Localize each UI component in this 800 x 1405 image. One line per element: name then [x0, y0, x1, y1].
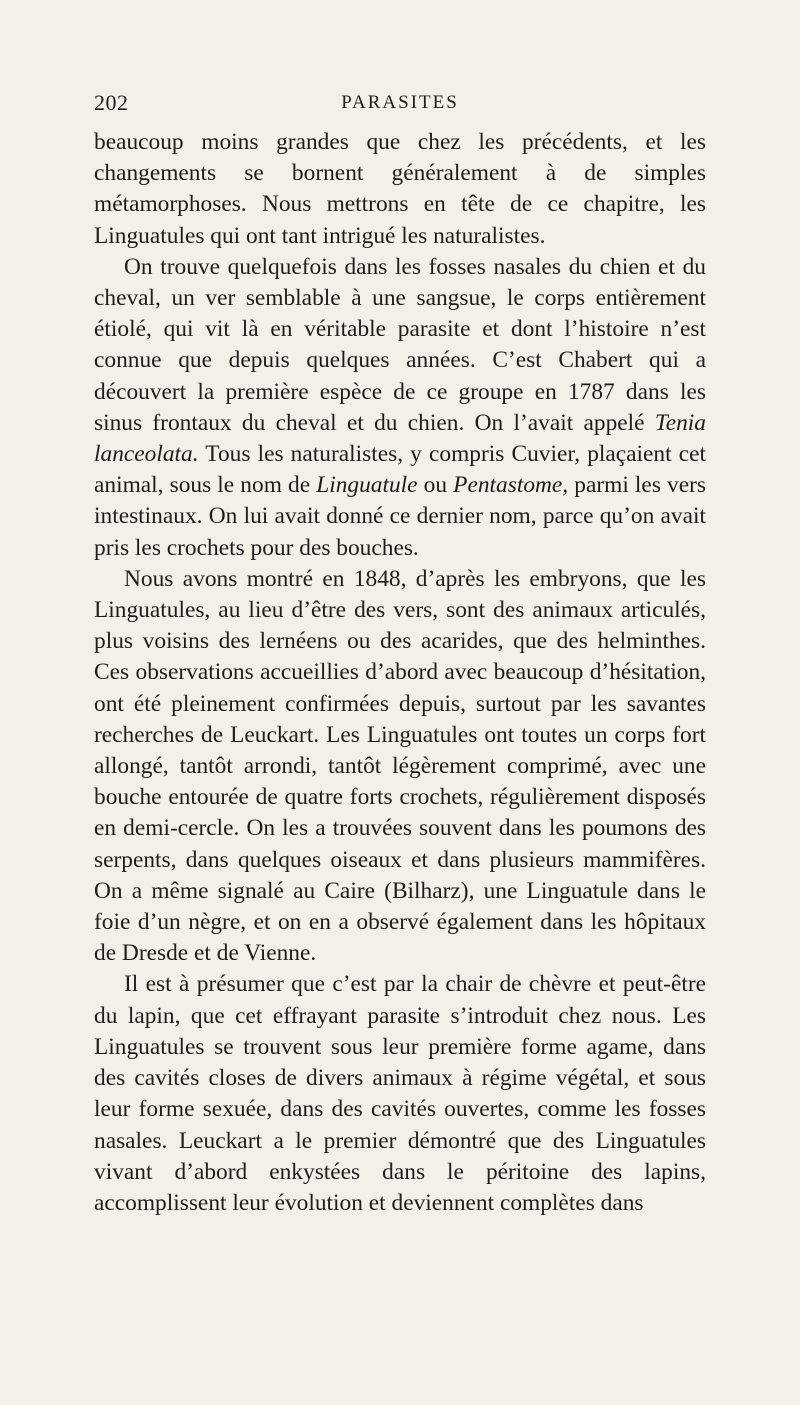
taxon-linguatule: Linguatule — [316, 472, 418, 499]
running-head — [94, 90, 706, 120]
paragraph-4: Il est à présumer que c’est par la chair de chèvre et peut-être du lapin, que cet effrayant parasite s’introduit chez nous. Les Linguatules se trouvent sous leur première forme agame, dans des cavités closes de divers animaux à régime végétal, et sous leur forme sexuée, dans des cavités ouvertes, comme les fosses nasales. Leuckart a le premier démontré que des Linguatules vivant d’abord enkystées dans le péritoine des lapins, accomplissent leur évolution et deviennent complètes dans — [94, 971, 706, 1216]
paragraph-2-part-d: parmi les vers intestinaux. On lui avait donné ce dernier nom, parce qu’on avait pris les crochets pour des bouches. — [94, 472, 706, 561]
paragraph-1: beaucoup moins grandes que chez les précédents, et les changements se bornent généralement à de simples métamorphoses. Nous mettrons en tête de ce chapitre, les Linguatules qui ont tant intrigué les naturalistes. — [94, 129, 706, 249]
taxon-tenia-lanceolata: Tenia lanceolata. — [94, 409, 706, 468]
paragraph-2-part-b: Tous les naturalistes, y compris Cuvier, plaçaient cet animal, sous le nom de — [94, 441, 706, 499]
body-text — [94, 127, 706, 1219]
taxon-pentastome: Pentastome, — [453, 472, 569, 499]
page-number: 202 — [94, 90, 129, 115]
paragraph-2-part-a: On trouve quelquefois dans les fosses nasales du chien et du cheval, un ver semblable à une sangsue, le corps entièrement étiolé, qui vit là en véritable parasite et dont l’histoire n’est connue que depuis quelques années. C’est Chabert qui a découvert la première espèce de ce groupe en 1787 dans les sinus frontaux du cheval et du chien. On l’avait appelé — [94, 253, 706, 436]
paragraph-3: Nous avons montré en 1848, d’après les embryons, que les Linguatules, au lieu d’être des vers, sont des animaux articulés, plus voisins des lernéens ou des acarides, que des helminthes. Ces observations accueillies d’abord avec beaucoup d’hésitation, ont été pleinement confirmées depuis, surtout par les savantes recherches de Leuckart. Les Linguatules ont toutes un corps fort allongé, tantôt arrondi, tantôt légèrement comprimé, avec une bouche entourée de quatre forts crochets, régulièrement disposés en demi-cercle. On les a trouvées souvent dans les poumons des serpents, dans quelques oiseaux et dans plusieurs mammifères. On a même signalé au Caire (Bilharz), une Linguatule dans le foie d’un nègre, et on en a observé également dans les hôpitaux de Dresde et de Vienne. — [94, 565, 706, 967]
paragraph-2-part-c: ou — [417, 472, 454, 499]
paragraph-2 — [94, 252, 706, 564]
running-title: PARASITES — [341, 92, 459, 113]
